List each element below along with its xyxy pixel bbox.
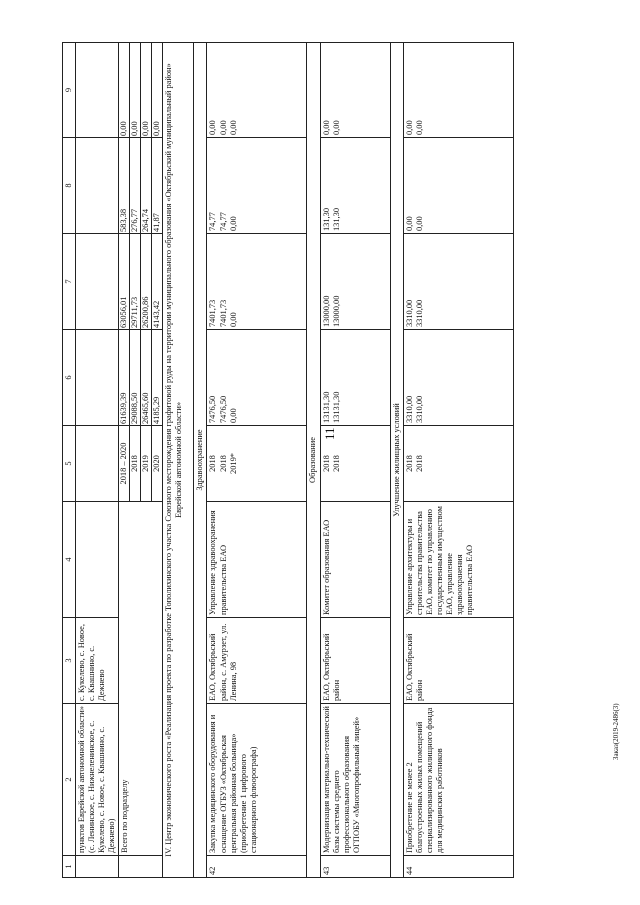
cont-location: с. Кукелево, с. Новое, с. Квашнино, с. Дежнево	[76, 618, 119, 704]
subtotal-c7: 63056,01 29711,73 26200,86 4143,42	[119, 234, 163, 330]
project-name: Приобретение не менее 2 благоустроенных жилых помещений специализированного жилищного фонда для медицинских работников	[403, 704, 513, 856]
section-iv-row	[163, 43, 194, 878]
other-value: 0,00 0,00	[320, 43, 390, 138]
col-num: 2	[63, 704, 76, 856]
responsible: Комитет образования ЕАО	[320, 502, 390, 618]
subsection-title: Здравоохранение	[194, 43, 207, 878]
location: ЕАО, Октябрьский район, с. Амурзет, ул. Ленина, 98	[207, 618, 307, 704]
total-value: 13131,30 13131,30	[320, 330, 390, 426]
years: 2018 2018 2019*	[207, 426, 307, 502]
col-num: 6	[63, 330, 76, 426]
other-value: 0,00 0,00	[403, 43, 513, 138]
location: ЕАО, Октябрьский район	[320, 618, 390, 704]
subsection-row	[390, 43, 403, 878]
responsible: Управление здравоохранения правительства ЕАО	[207, 502, 307, 618]
row-number: 42	[207, 856, 307, 878]
col-num: 8	[63, 138, 76, 234]
other-value: 0,00 0,00 0,00	[207, 43, 307, 138]
regional-value: 0,00 0,00	[403, 138, 513, 234]
regional-value: 74,77 74,77 0,00	[207, 138, 307, 234]
footer-code: Заказ(2019-2486(3)	[612, 703, 620, 760]
continued-row	[76, 43, 119, 878]
project-name: Закупка медицинского оборудования и оснащение ОГБУЗ «Октябрьская центральная районная больница» (приобретение 1 цифрового стационарного флюорографа)	[207, 704, 307, 856]
federal-value: 3310,00 3310,00	[403, 234, 513, 330]
subsection-title: Образование	[307, 43, 320, 878]
column-number-row	[63, 43, 76, 878]
federal-value: 7401,73 7401,73 0,00	[207, 234, 307, 330]
rotated-table-wrapper	[62, 43, 604, 878]
project-name: Модернизация материально-технической базы системы среднего профессионального образования ОГПОБУ «Многопрофильный лицей»	[320, 704, 390, 856]
federal-value: 13000,00 13000,00	[320, 234, 390, 330]
table-row	[320, 43, 390, 878]
location: ЕАО, Октябрьский район	[403, 618, 513, 704]
subsection-row	[307, 43, 320, 878]
cont-project: пунктов Еврейской автономной области» (с. Ленинское, с. Нижнеленинское, с. Кукелево, с. Новое, с. Квашнино, с. Дежнево)	[76, 704, 119, 856]
total-value: 3310,00 3310,00	[403, 330, 513, 426]
subtotal-c8: 583,38 276,77 264,74 41,87	[119, 138, 163, 234]
page-number: 11	[322, 427, 337, 440]
subsection-row	[194, 43, 207, 878]
years: 2018 2018	[320, 426, 390, 502]
subtotal-label: Всего по подразделу	[119, 502, 163, 856]
subtotal-c6: 61639,39 29088,50 26465,60 4185,29	[119, 330, 163, 426]
col-num: 5	[63, 426, 76, 502]
regional-value: 131,30 131,30	[320, 138, 390, 234]
row-number: 43	[320, 856, 390, 878]
col-num: 1	[63, 856, 76, 878]
total-value: 7476,50 7476,50 0,00	[207, 330, 307, 426]
col-num: 4	[63, 502, 76, 618]
section-title: IV. Центр экономического роста «Реализация проекта по разработке Тополихинского участка Союзного месторождения графитовой руды на территории муниципального образования «Октябрьский муниципальный район» Еврейской автономной области»	[163, 43, 194, 878]
col-num: 7	[63, 234, 76, 330]
col-num: 3	[63, 618, 76, 704]
budget-table	[62, 42, 514, 878]
table-row	[207, 43, 307, 878]
subtotal-years: 2018 – 2020 2018 2019 2020	[119, 426, 163, 502]
responsible: Управление архитектуры и строительства правительства ЕАО, комитет по управлению государственным имуществом ЕАО, управление здравоохранения правительства ЕАО	[403, 502, 513, 618]
years: 2018 2018	[403, 426, 513, 502]
col-num: 9	[63, 43, 76, 138]
subsection-title: Улучшение жилищных условий	[390, 43, 403, 878]
subtotal-c9: 0,00 0,00 0,00 0,00	[119, 43, 163, 138]
subtotal-row	[119, 43, 163, 878]
table-row	[403, 43, 513, 878]
row-number: 44	[403, 856, 513, 878]
